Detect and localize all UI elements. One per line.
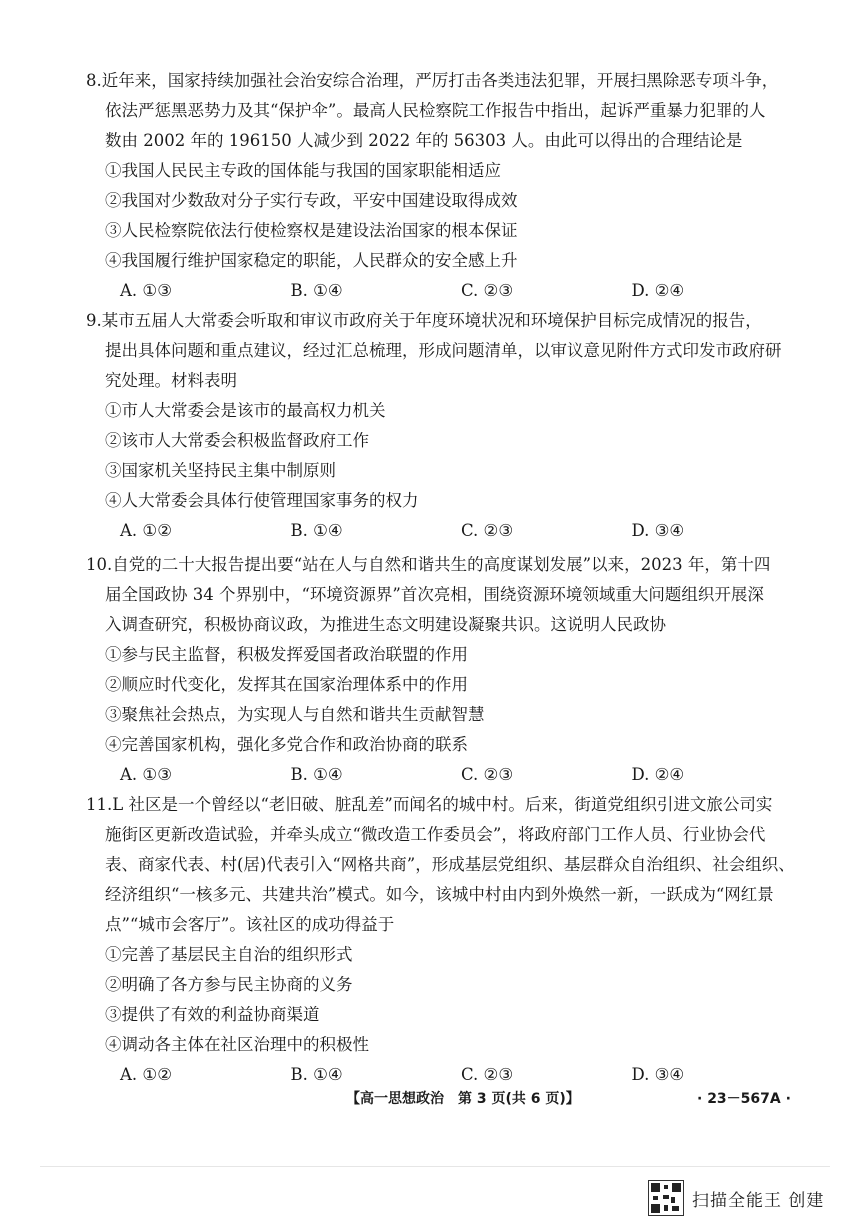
choice-a[interactable]: A. ①③ xyxy=(120,281,172,300)
question-stem-line: 表、商家代表、村(居)代表引入“网格共商”，形成基层党组织、基层群众自治组织、社会组织、 xyxy=(105,855,795,874)
scanner-watermark xyxy=(648,1180,824,1216)
answer-choices xyxy=(86,276,802,306)
question-stem-line: 施街区更新改造试验，并牵头成立“微改造工作委员会”，将政府部门工作人员、行业协会代 xyxy=(105,825,766,844)
question-9 xyxy=(86,306,802,546)
choice-c[interactable]: C. ②③ xyxy=(461,765,514,784)
answer-choices xyxy=(86,1060,802,1090)
choice-a[interactable]: A. ①② xyxy=(120,521,172,540)
question-stem-line: 9.某市五届人大常委会听取和审议市政府关于年度环境状况和环境保护目标完成情况的报告， xyxy=(86,311,762,330)
choice-a[interactable]: A. ①③ xyxy=(120,765,172,784)
question-10 xyxy=(86,550,802,790)
qr-code-icon xyxy=(648,1180,684,1216)
statement-4: ④人大常委会具体行使管理国家事务的权力 xyxy=(105,491,419,510)
page-footer xyxy=(0,1088,867,1112)
watermark-text: 扫描全能王 创建 xyxy=(692,1190,825,1211)
question-stem-line: 10.自党的二十大报告提出要“站在人与自然和谐共生的高度谋划发展”以来，2023 年，第十四 xyxy=(86,555,771,574)
statement-2: ②我国对少数敌对分子实行专政，平安中国建设取得成效 xyxy=(105,191,518,210)
question-stem-line: 8.近年来，国家持续加强社会治安综合治理，严厉打击各类违法犯罪，开展扫黑除恶专项斗争， xyxy=(86,71,779,90)
question-stem-line: 11.L 社区是一个曾经以“老旧破、脏乱差”而闻名的城中村。后来，街道党组织引进文旅公司实 xyxy=(86,795,773,814)
statement-2: ②该市人大常委会积极监督政府工作 xyxy=(105,431,369,450)
choice-b[interactable]: B. ①④ xyxy=(290,1065,343,1084)
question-11 xyxy=(86,790,802,1090)
statement-1: ①完善了基层民主自治的组织形式 xyxy=(105,945,353,964)
question-stem-line: 数由 2002 年的 196150 人减少到 2022 年的 56303 人。由此可以得出的合理结论是 xyxy=(105,131,743,150)
choice-c[interactable]: C. ②③ xyxy=(461,281,514,300)
question-stem-line: 依法严惩黑恶势力及其“保护伞”。最高人民检察院工作报告中指出，起诉严重暴力犯罪的人 xyxy=(105,101,766,120)
statement-1: ①市人大常委会是该市的最高权力机关 xyxy=(105,401,386,420)
statement-2: ②顺应时代变化，发挥其在国家治理体系中的作用 xyxy=(105,675,468,694)
question-stem-line: 届全国政协 34 个界别中，“环境资源界”首次亮相，围绕资源环境领域重大问题组织开展深 xyxy=(105,585,764,604)
choice-d[interactable]: D. ②④ xyxy=(631,281,685,300)
choice-d[interactable]: D. ③④ xyxy=(631,521,685,540)
answer-choices xyxy=(86,760,802,790)
choice-a[interactable]: A. ①② xyxy=(120,1065,172,1084)
statement-1: ①我国人民民主专政的国体能与我国的国家职能相适应 xyxy=(105,161,501,180)
question-stem-line: 入调查研究，积极协商议政，为推进生态文明建设凝聚共识。这说明人民政协 xyxy=(105,615,666,634)
exam-code: · 23－567A · xyxy=(697,1091,791,1107)
statement-4: ④调动各主体在社区治理中的积极性 xyxy=(105,1035,369,1054)
statement-2: ②明确了各方参与民主协商的义务 xyxy=(105,975,353,994)
choice-b[interactable]: B. ①④ xyxy=(290,765,343,784)
question-stem-line: 经济组织“一核多元、共建共治”模式。如今，该城中村由内到外焕然一新，一跃成为“网红景 xyxy=(105,885,774,904)
choice-d[interactable]: D. ③④ xyxy=(631,1065,685,1084)
answer-choices xyxy=(86,516,802,546)
choice-c[interactable]: C. ②③ xyxy=(461,1065,514,1084)
statement-3: ③人民检察院依法行使检察权是建设法治国家的根本保证 xyxy=(105,221,518,240)
choice-b[interactable]: B. ①④ xyxy=(290,281,343,300)
choice-d[interactable]: D. ②④ xyxy=(631,765,685,784)
question-stem-line: 点”“城市会客厅”。该社区的成功得益于 xyxy=(105,915,395,934)
statement-3: ③聚焦社会热点，为实现人与自然和谐共生贡献智慧 xyxy=(105,705,485,724)
statement-4: ④完善国家机构，强化多党合作和政治协商的联系 xyxy=(105,735,468,754)
footer-divider xyxy=(40,1166,830,1167)
question-stem-line: 提出具体问题和重点建议，经过汇总梳理，形成问题清单，以审议意见附件方式印发市政府研 xyxy=(105,341,782,360)
page-number-label: 【高一思想政治 第 3 页(共 6 页)】 xyxy=(346,1091,580,1107)
choice-c[interactable]: C. ②③ xyxy=(461,521,514,540)
statement-4: ④我国履行维护国家稳定的职能，人民群众的安全感上升 xyxy=(105,251,518,270)
choice-b[interactable]: B. ①④ xyxy=(290,521,343,540)
statement-3: ③国家机关坚持民主集中制原则 xyxy=(105,461,336,480)
question-stem-line: 究处理。材料表明 xyxy=(105,371,237,390)
statement-1: ①参与民主监督，积极发挥爱国者政治联盟的作用 xyxy=(105,645,468,664)
statement-3: ③提供了有效的利益协商渠道 xyxy=(105,1005,320,1024)
question-8 xyxy=(86,66,802,306)
